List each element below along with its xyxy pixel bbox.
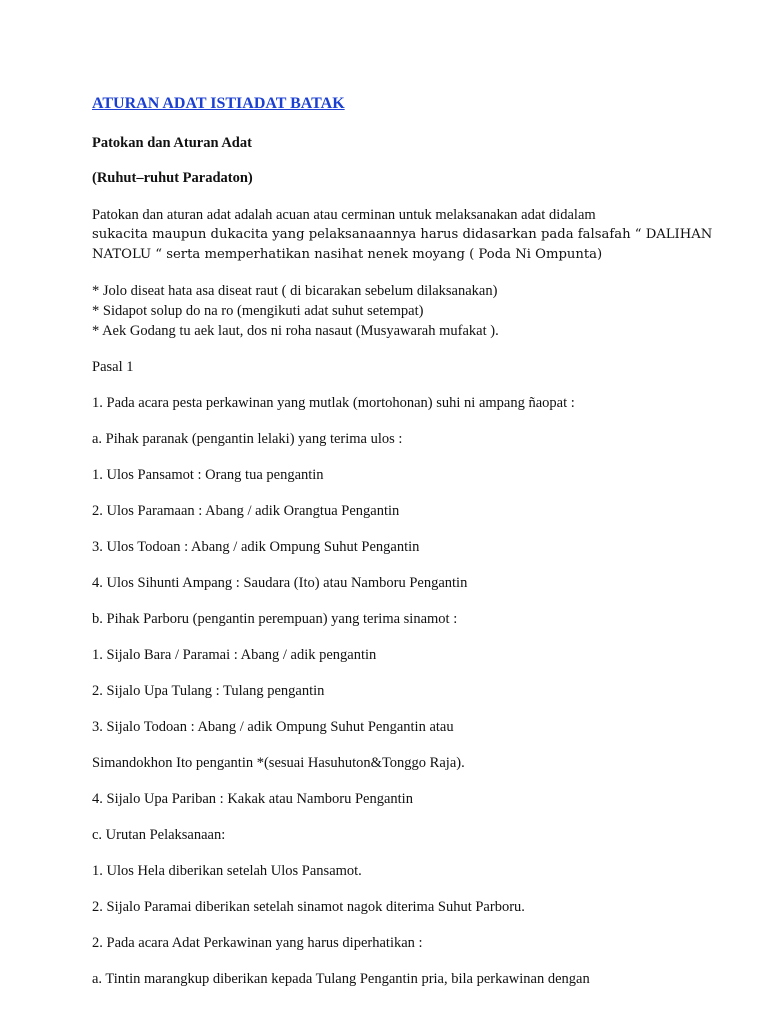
document-title-link[interactable]: ATURAN ADAT ISTIADAT BATAK (92, 95, 345, 112)
body-line: b. Pihak Parboru (pengantin perempuan) yang terima sinamot : (92, 611, 458, 627)
body-line: a. Pihak paranak (pengantin lelaki) yang terima ulos : (92, 431, 403, 447)
subtitle-paradaton: (Ruhut–ruhut Paradaton) (92, 170, 253, 186)
body-line: c. Urutan Pelaksanaan: (92, 827, 226, 843)
body-line: 1. Pada acara pesta perkawinan yang mutlak (mortohonan) suhi ni ampang ñaopat : (92, 395, 575, 411)
body-line: 1. Ulos Pansamot : Orang tua pengantin (92, 467, 324, 483)
body-line: Simandokhon Ito pengantin *(sesuai Hasuhuton&Tonggo Raja). (92, 755, 465, 771)
body-line: 2. Sijalo Paramai diberikan setelah sinamot nagok diterima Suhut Parboru. (92, 899, 525, 915)
subtitle: Patokan dan Aturan Adat (92, 135, 252, 151)
intro-line-3: NATOLU “ serta memperhatikan nasihat nenek moyang ( Poda Ni Ompunta) (92, 247, 603, 262)
body-line: 2. Pada acara Adat Perkawinan yang harus diperhatikan : (92, 935, 423, 951)
document-page (92, 92, 732, 989)
bullet-1: * Jolo diseat hata asa diseat raut ( di bicarakan sebelum dilaksanakan) (92, 283, 498, 299)
intro-line-1: Patokan dan aturan adat adalah acuan atau cerminan untuk melaksanakan adat didalam (92, 207, 596, 223)
body-line: 4. Ulos Sihunti Ampang : Saudara (Ito) atau Namboru Pengantin (92, 575, 468, 591)
body-line: 1. Sijalo Bara / Paramai : Abang / adik pengantin (92, 647, 377, 663)
bullet-2: * Sidapot solup do na ro (mengikuti adat suhut setempat) (92, 303, 424, 319)
body-line: 2. Sijalo Upa Tulang : Tulang pengantin (92, 683, 325, 699)
body-line: 1. Ulos Hela diberikan setelah Ulos Pansamot. (92, 863, 362, 879)
pasal-heading: Pasal 1 (92, 359, 134, 375)
body-line: 3. Ulos Todoan : Abang / adik Ompung Suhut Pengantin (92, 539, 420, 555)
body-line: a. Tintin marangkup diberikan kepada Tulang Pengantin pria, bila perkawinan dengan (92, 971, 590, 987)
body-line: 4. Sijalo Upa Pariban : Kakak atau Namboru Pengantin (92, 791, 413, 807)
intro-line-2: sukacita maupun dukacita yang pelaksanaannya harus didasarkan pada falsafah “ DALIHAN (92, 227, 713, 242)
body-line: 2. Ulos Paramaan : Abang / adik Orangtua Pengantin (92, 503, 400, 519)
body-line: 3. Sijalo Todoan : Abang / adik Ompung Suhut Pengantin atau (92, 719, 454, 735)
bullet-3: * Aek Godang tu aek laut, dos ni roha nasaut (Musyawarah mufakat ). (92, 323, 499, 339)
